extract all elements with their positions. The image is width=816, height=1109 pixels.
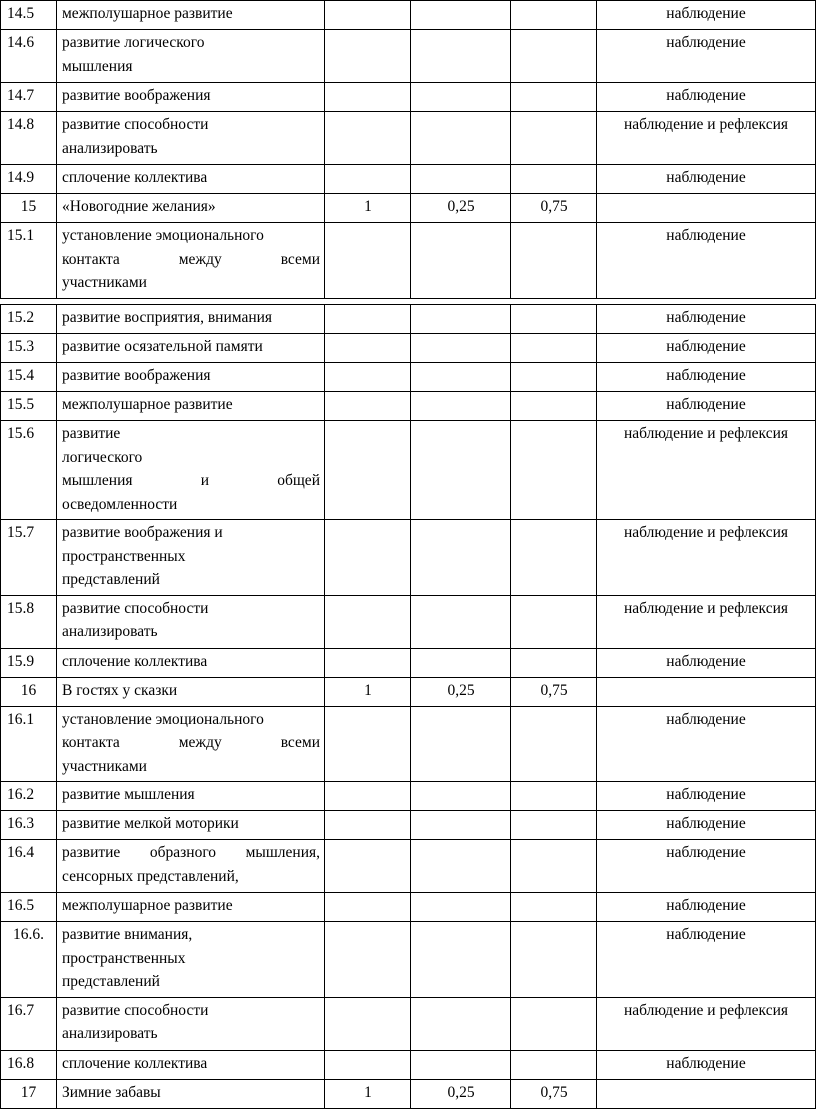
control-form: наблюдение bbox=[597, 334, 816, 363]
row-title-line: сплочение коллектива bbox=[62, 169, 208, 186]
table-row bbox=[1, 648, 816, 677]
row-title bbox=[57, 1050, 325, 1079]
table-row bbox=[1, 165, 816, 194]
hours-total bbox=[325, 305, 411, 334]
row-title bbox=[57, 305, 325, 334]
control-form: наблюдение bbox=[597, 392, 816, 421]
row-number: 15.8 bbox=[1, 595, 57, 648]
control-form: наблюдение и рефлексия bbox=[597, 112, 816, 165]
row-title-line: развитие воображения bbox=[62, 367, 211, 384]
table-row bbox=[1, 421, 816, 520]
row-number: 14.7 bbox=[1, 83, 57, 112]
hours-total bbox=[325, 782, 411, 811]
table-row bbox=[1, 893, 816, 922]
control-form: наблюдение bbox=[597, 363, 816, 392]
row-title-line: развитие воображения и bbox=[62, 524, 223, 541]
row-title bbox=[57, 997, 325, 1050]
row-number: 16.4 bbox=[1, 840, 57, 893]
hours-total bbox=[325, 363, 411, 392]
hours-theory bbox=[411, 334, 511, 363]
row-title bbox=[57, 1, 325, 30]
hours-total bbox=[325, 83, 411, 112]
row-number: 17 bbox=[1, 1079, 57, 1108]
hours-practice bbox=[511, 648, 597, 677]
hours-practice bbox=[511, 30, 597, 83]
hours-total: 1 bbox=[325, 677, 411, 706]
row-number: 14.5 bbox=[1, 1, 57, 30]
row-title-line: межполушарное развитие bbox=[62, 897, 233, 914]
hours-total bbox=[325, 706, 411, 782]
control-form: наблюдение bbox=[597, 648, 816, 677]
control-form bbox=[597, 194, 816, 223]
hours-theory bbox=[411, 421, 511, 520]
hours-practice bbox=[511, 811, 597, 840]
control-form: наблюдение и рефлексия bbox=[597, 595, 816, 648]
table-row bbox=[1, 363, 816, 392]
hours-theory bbox=[411, 1, 511, 30]
hours-theory bbox=[411, 30, 511, 83]
row-title-line: установление эмоционального bbox=[62, 227, 264, 244]
row-number: 16 bbox=[1, 677, 57, 706]
row-title-line: развитие восприятия, внимания bbox=[62, 309, 273, 326]
hours-total bbox=[325, 648, 411, 677]
hours-practice: 0,75 bbox=[511, 194, 597, 223]
table-row bbox=[1, 677, 816, 706]
row-number: 15.9 bbox=[1, 648, 57, 677]
hours-theory bbox=[411, 782, 511, 811]
table-row bbox=[1, 392, 816, 421]
control-form: наблюдение bbox=[597, 83, 816, 112]
row-number: 14.9 bbox=[1, 165, 57, 194]
hours-theory: 0,25 bbox=[411, 677, 511, 706]
row-title bbox=[57, 194, 325, 223]
row-title-line: контакта между всеми bbox=[62, 734, 320, 751]
row-title-line: мышления и общей bbox=[62, 472, 320, 489]
row-title-line: сплочение коллектива bbox=[62, 652, 208, 670]
row-title-line: анализировать bbox=[62, 139, 158, 157]
row-title bbox=[57, 1079, 325, 1108]
table-row bbox=[1, 223, 816, 299]
row-title bbox=[57, 782, 325, 811]
hours-theory bbox=[411, 706, 511, 782]
row-title-line: развитие логического bbox=[62, 34, 205, 51]
program-table-bottom bbox=[0, 304, 816, 1109]
row-title bbox=[57, 648, 325, 677]
hours-theory bbox=[411, 165, 511, 194]
row-title-line: развитие осязательной памяти bbox=[62, 338, 263, 355]
row-title bbox=[57, 595, 325, 648]
row-number: 15.7 bbox=[1, 520, 57, 596]
row-number: 15.5 bbox=[1, 392, 57, 421]
hours-theory bbox=[411, 648, 511, 677]
hours-theory: 0,25 bbox=[411, 194, 511, 223]
row-number: 15.4 bbox=[1, 363, 57, 392]
table-row bbox=[1, 997, 816, 1050]
hours-practice bbox=[511, 1, 597, 30]
hours-practice bbox=[511, 922, 597, 998]
hours-theory bbox=[411, 1050, 511, 1079]
hours-theory bbox=[411, 997, 511, 1050]
row-title bbox=[57, 706, 325, 782]
row-title bbox=[57, 83, 325, 112]
row-title-line: развитие способности bbox=[62, 1001, 209, 1019]
row-title-line: осведомленности bbox=[62, 495, 178, 513]
row-title-line: развитие bbox=[62, 425, 121, 442]
program-table-top bbox=[0, 0, 816, 299]
table-row bbox=[1, 595, 816, 648]
hours-total: 1 bbox=[325, 194, 411, 223]
row-title-line: межполушарное развитие bbox=[62, 396, 233, 413]
hours-practice bbox=[511, 997, 597, 1050]
hours-total bbox=[325, 112, 411, 165]
hours-total bbox=[325, 840, 411, 893]
control-form: наблюдение bbox=[597, 706, 816, 782]
row-title-line: установление эмоционального bbox=[62, 710, 264, 728]
row-title-line: сенсорных представлений, bbox=[62, 867, 239, 885]
hours-total bbox=[325, 811, 411, 840]
control-form: наблюдение и рефлексия bbox=[597, 520, 816, 596]
control-form: наблюдение и рефлексия bbox=[597, 421, 816, 520]
table-row bbox=[1, 334, 816, 363]
row-title-line: развитие мышления bbox=[62, 786, 195, 803]
hours-theory bbox=[411, 223, 511, 299]
control-form: наблюдение bbox=[597, 811, 816, 840]
row-title bbox=[57, 363, 325, 392]
hours-total bbox=[325, 1050, 411, 1079]
hours-practice bbox=[511, 421, 597, 520]
row-number: 15.3 bbox=[1, 334, 57, 363]
hours-practice bbox=[511, 595, 597, 648]
row-title-line: контакта между всеми bbox=[62, 250, 320, 268]
row-title-line: развитие способности bbox=[62, 599, 209, 617]
row-title bbox=[57, 811, 325, 840]
row-title bbox=[57, 520, 325, 596]
hours-total bbox=[325, 595, 411, 648]
table-row bbox=[1, 520, 816, 596]
row-number: 15.1 bbox=[1, 223, 57, 299]
row-title bbox=[57, 677, 325, 706]
row-title-line: развитие мелкой моторики bbox=[62, 815, 239, 832]
control-form: наблюдение bbox=[597, 165, 816, 194]
row-title-line: мышления bbox=[62, 57, 133, 75]
table-row bbox=[1, 922, 816, 998]
row-number: 16.5 bbox=[1, 893, 57, 922]
control-form: наблюдение bbox=[597, 893, 816, 922]
hours-theory bbox=[411, 922, 511, 998]
program-table-bottom-body bbox=[1, 305, 816, 1109]
row-title-line: развитие образного мышления, bbox=[62, 844, 320, 861]
row-title bbox=[57, 421, 325, 520]
table-row bbox=[1, 30, 816, 83]
table-row bbox=[1, 1, 816, 30]
control-form: наблюдение bbox=[597, 782, 816, 811]
table-row bbox=[1, 782, 816, 811]
hours-theory bbox=[411, 520, 511, 596]
row-number: 14.6 bbox=[1, 30, 57, 83]
hours-total bbox=[325, 421, 411, 520]
row-number: 16.8 bbox=[1, 1050, 57, 1079]
hours-practice bbox=[511, 223, 597, 299]
row-title bbox=[57, 223, 325, 299]
hours-practice bbox=[511, 83, 597, 112]
control-form: наблюдение и рефлексия bbox=[597, 997, 816, 1050]
hours-practice bbox=[511, 165, 597, 194]
row-number: 14.8 bbox=[1, 112, 57, 165]
hours-practice bbox=[511, 782, 597, 811]
row-title-line: представлений bbox=[62, 973, 160, 990]
table-row bbox=[1, 83, 816, 112]
row-number: 16.3 bbox=[1, 811, 57, 840]
row-title bbox=[57, 165, 325, 194]
control-form bbox=[597, 1079, 816, 1108]
hours-theory: 0,25 bbox=[411, 1079, 511, 1108]
row-title-line: «Новогодние желания» bbox=[62, 198, 216, 215]
control-form: наблюдение bbox=[597, 840, 816, 893]
control-form: наблюдение bbox=[597, 922, 816, 998]
hours-total bbox=[325, 165, 411, 194]
table-row bbox=[1, 840, 816, 893]
row-number: 15.6 bbox=[1, 421, 57, 520]
row-title-line: участниками bbox=[62, 274, 147, 291]
hours-theory bbox=[411, 305, 511, 334]
control-form: наблюдение bbox=[597, 305, 816, 334]
control-form: наблюдение bbox=[597, 30, 816, 83]
table-row bbox=[1, 811, 816, 840]
table-row bbox=[1, 194, 816, 223]
hours-theory bbox=[411, 363, 511, 392]
hours-total bbox=[325, 334, 411, 363]
hours-total: 1 bbox=[325, 1079, 411, 1108]
hours-practice bbox=[511, 1050, 597, 1079]
control-form: наблюдение bbox=[597, 1, 816, 30]
row-title-line: развитие воображения bbox=[62, 87, 211, 104]
row-title-line: развитие способности bbox=[62, 116, 209, 133]
row-title bbox=[57, 30, 325, 83]
hours-total bbox=[325, 997, 411, 1050]
row-title-line: развитие внимания, bbox=[62, 926, 193, 943]
hours-practice bbox=[511, 706, 597, 782]
hours-theory bbox=[411, 595, 511, 648]
row-title bbox=[57, 840, 325, 893]
table-row bbox=[1, 305, 816, 334]
row-title bbox=[57, 922, 325, 998]
row-number: 15 bbox=[1, 194, 57, 223]
program-table-top-body bbox=[1, 1, 816, 299]
row-title-line: сплочение коллектива bbox=[62, 1054, 208, 1072]
row-title-line: логического bbox=[62, 448, 143, 466]
hours-theory bbox=[411, 893, 511, 922]
hours-theory bbox=[411, 83, 511, 112]
row-title-line: представлений bbox=[62, 571, 160, 588]
row-title-line: пространственных bbox=[62, 949, 186, 967]
row-title-line: анализировать bbox=[62, 1025, 158, 1042]
hours-practice: 0,75 bbox=[511, 677, 597, 706]
hours-practice bbox=[511, 893, 597, 922]
hours-total bbox=[325, 392, 411, 421]
row-title-line: участниками bbox=[62, 757, 147, 775]
row-number: 15.2 bbox=[1, 305, 57, 334]
hours-practice bbox=[511, 305, 597, 334]
hours-total bbox=[325, 30, 411, 83]
hours-practice bbox=[511, 334, 597, 363]
hours-theory bbox=[411, 840, 511, 893]
table-row bbox=[1, 112, 816, 165]
row-number: 16.2 bbox=[1, 782, 57, 811]
row-title-line: межполушарное развитие bbox=[62, 5, 233, 22]
row-title bbox=[57, 334, 325, 363]
table-row bbox=[1, 706, 816, 782]
control-form: наблюдение bbox=[597, 1050, 816, 1079]
row-title bbox=[57, 112, 325, 165]
hours-practice bbox=[511, 840, 597, 893]
hours-theory bbox=[411, 392, 511, 421]
hours-practice: 0,75 bbox=[511, 1079, 597, 1108]
hours-total bbox=[325, 893, 411, 922]
hours-practice bbox=[511, 392, 597, 421]
control-form bbox=[597, 677, 816, 706]
hours-practice bbox=[511, 520, 597, 596]
control-form: наблюдение bbox=[597, 223, 816, 299]
row-title bbox=[57, 392, 325, 421]
hours-practice bbox=[511, 363, 597, 392]
hours-total bbox=[325, 223, 411, 299]
hours-theory bbox=[411, 811, 511, 840]
row-number: 16.7 bbox=[1, 997, 57, 1050]
table-row bbox=[1, 1050, 816, 1079]
row-number: 16.1 bbox=[1, 706, 57, 782]
hours-practice bbox=[511, 112, 597, 165]
row-title bbox=[57, 893, 325, 922]
hours-theory bbox=[411, 112, 511, 165]
row-title-line: В гостях у сказки bbox=[62, 681, 178, 699]
row-title-line: пространственных bbox=[62, 547, 186, 565]
table-row bbox=[1, 1079, 816, 1108]
hours-total bbox=[325, 922, 411, 998]
row-title-line: Зимние забавы bbox=[62, 1083, 161, 1101]
row-title-line: анализировать bbox=[62, 623, 158, 640]
hours-total bbox=[325, 1, 411, 30]
hours-total bbox=[325, 520, 411, 596]
row-number: 16.6. bbox=[1, 922, 57, 998]
